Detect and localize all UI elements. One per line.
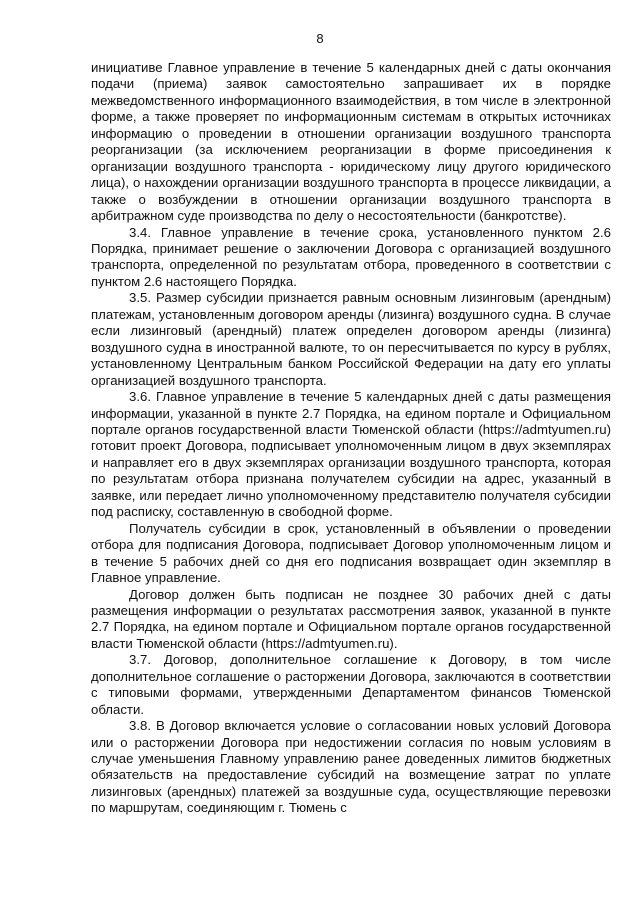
paragraph-3-8: 3.8. В Договор включается условие о согласовании новых условий Договора или о расторжении Договора при недостижении согласия по новым условиям в случае уменьшения Главному управлению ранее доведенных лимитов бюджетных обязательств на предоставление субсидий на возмещение затрат по уплате лизинговых (арендных) платежей за воздушные суда, осуществляющие перевозки по маршрутам, соединяющим г. Тюмень с [91, 718, 611, 816]
page-number: 8 [316, 31, 324, 46]
paragraph-3-6-recipient: Получатель субсидии в срок, установленный в объявлении о проведении отбора для подписания Договора, подписывает Договор уполномоченным лицом и в течение 5 рабочих дней со дня его подписания возвращает один экземпляр в Главное управление. [91, 520, 611, 586]
paragraph-3-5: 3.5. Размер субсидии признается равным основным лизинговым (арендным) платежам, установленным договором аренды (лизинга) воздушного судна. В случае если лизинговый (арендный) платеж определен договором аренды (лизинга) воздушного судна в иностранной валюте, то он пересчитывается по курсу в рублях, установленному Центральным банком Российской Федерации на дату его уплаты организацией воздушного транспорта. [91, 290, 611, 388]
paragraph-3-7: 3.7. Договор, дополнительное соглашение к Договору, в том числе дополнительное соглашение о расторжении Договора, заключаются в соответствии с типовыми формами, утвержденными Департаментом финансов Тюменской области. [91, 652, 611, 717]
document-body [91, 60, 611, 817]
paragraph-continuation: инициативе Главное управление в течение 5 календарных дней с даты окончания подачи (приема) заявок самостоятельно запрашивает их в порядке межведомственного информационного взаимодействия, в том числе в электронной форме, а также проверяет по информационным системам в открытых источниках информацию о проведении в отношении организации воздушного транспорта реорганизации (за исключением реорганизации в форме присоединения к организации воздушного транспорта - юридическому лицу другого юридического лица), о нахождении организации воздушного транспорта в процессе ликвидации, а также о возбуждении в отношении организации воздушного транспорта в арбитражном суде производства по делу о несостоятельности (банкротстве). [91, 60, 611, 224]
paragraph-3-4: 3.4. Главное управление в течение срока, установленного пунктом 2.6 Порядка, принимает решение о заключении Договора с организацией воздушного транспорта, определенной по результатам отбора, проведенного в соответствии с пунктом 2.6 настоящего Порядка. [91, 224, 611, 289]
paragraph-3-6-deadline: Договор должен быть подписан не позднее 30 рабочих дней с даты размещения информации о результатах рассмотрения заявок, указанной в пункте 2.7 Порядка, на едином портале и Официальном портале органов государственной власти Тюменской области (https://admtyumen.ru). [91, 586, 611, 651]
paragraph-3-6: 3.6. Главное управление в течение 5 календарных дней с даты размещения информации, указанной в пункте 2.7 Порядка, на едином портале и Официальном портале органов государственной власти Тюменской области (https://admtyumen.ru) готовит проект Договора, подписывает уполномоченным лицом в двух экземплярах и направляет его в двух экземплярах организации воздушного транспорта, которая по результатам отбора признана получателем субсидии на адрес, указанный в заявке, или передает лично уполномоченному представителю получателя субсидии под расписку, составленную в свободной форме. [91, 389, 611, 520]
